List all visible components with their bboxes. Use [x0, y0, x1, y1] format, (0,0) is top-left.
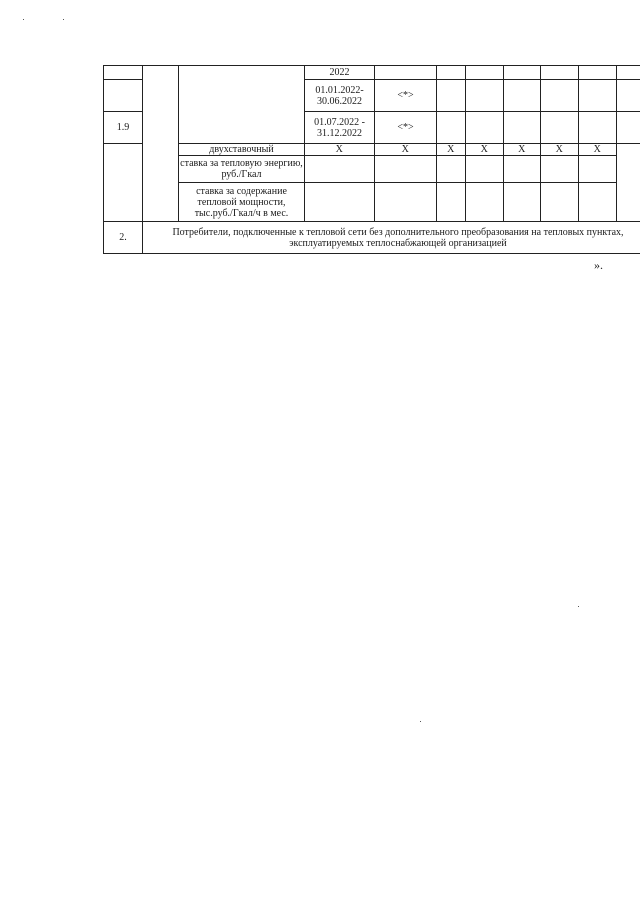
x-mark: Х [437, 144, 466, 156]
table-cell [541, 183, 579, 222]
period-cell: 01.07.2022 - 31.12.2022 [305, 112, 375, 144]
capacity-rate-label: ставка за содержание тепловой мощности, тыс.руб./Гкал/ч в мес. [179, 183, 305, 222]
table-cell [504, 112, 541, 144]
table-cell [375, 156, 437, 183]
table-cell [104, 80, 143, 112]
year-cell: 2022 [305, 66, 375, 80]
table-cell [504, 66, 541, 80]
x-mark: Х [541, 144, 579, 156]
table-cell [541, 66, 579, 80]
table-cell [437, 156, 466, 183]
section-heading: Потребители, подключенные к тепловой сети без дополнительного преобразования на тепловых пунктах, эксплуатируемых теплоснабжающей организацией [143, 222, 640, 254]
closing-quote: ». [594, 258, 603, 272]
table-cell [305, 183, 375, 222]
table-cell [579, 112, 617, 144]
table-row [104, 144, 640, 156]
consumer-group-cell [179, 66, 305, 144]
table-cell [104, 144, 143, 222]
table-cell [579, 156, 617, 183]
table-cell [437, 112, 466, 144]
row-number: 1.9 [104, 112, 143, 144]
table-cell [579, 80, 617, 112]
table-cell [579, 66, 617, 80]
table-cell [466, 183, 504, 222]
table-cell [617, 80, 640, 112]
table-cell [437, 66, 466, 80]
table-row [104, 66, 640, 80]
x-mark: Х [504, 144, 541, 156]
table-cell [617, 66, 640, 80]
x-mark: Х [305, 144, 375, 156]
table-cell [541, 156, 579, 183]
table-cell [617, 112, 640, 144]
table-cell [437, 80, 466, 112]
scan-speck [420, 721, 421, 722]
table-cell [437, 183, 466, 222]
table-row [104, 183, 640, 222]
table-cell [375, 183, 437, 222]
table-cell [579, 183, 617, 222]
table-cell [104, 66, 143, 80]
table-cell [375, 66, 437, 80]
table-cell [504, 156, 541, 183]
table-cell [466, 156, 504, 183]
two-part-tariff-label: двухставочный [179, 144, 305, 156]
table-cell [504, 183, 541, 222]
x-mark: Х [466, 144, 504, 156]
table-row [104, 156, 640, 183]
scan-speck [23, 19, 24, 20]
table-cell [466, 112, 504, 144]
period-cell: 01.01.2022-30.06.2022 [305, 80, 375, 112]
x-mark: Х [579, 144, 617, 156]
x-mark: Х [375, 144, 437, 156]
tariff-note-mark: <*> [375, 112, 437, 144]
table-row [104, 222, 640, 254]
table-cell [541, 112, 579, 144]
table-cell [541, 80, 579, 112]
energy-rate-label: ставка за тепловую энергию, руб./Гкал [179, 156, 305, 183]
tariff-note-mark: <*> [375, 80, 437, 112]
table-cell [504, 80, 541, 112]
table-cell [305, 156, 375, 183]
scan-speck [63, 19, 64, 20]
section-number: 2. [104, 222, 143, 254]
table-cell [466, 66, 504, 80]
scan-speck [578, 606, 579, 607]
tariff-table [103, 65, 640, 254]
merged-column-cell [143, 66, 179, 222]
table-cell [466, 80, 504, 112]
